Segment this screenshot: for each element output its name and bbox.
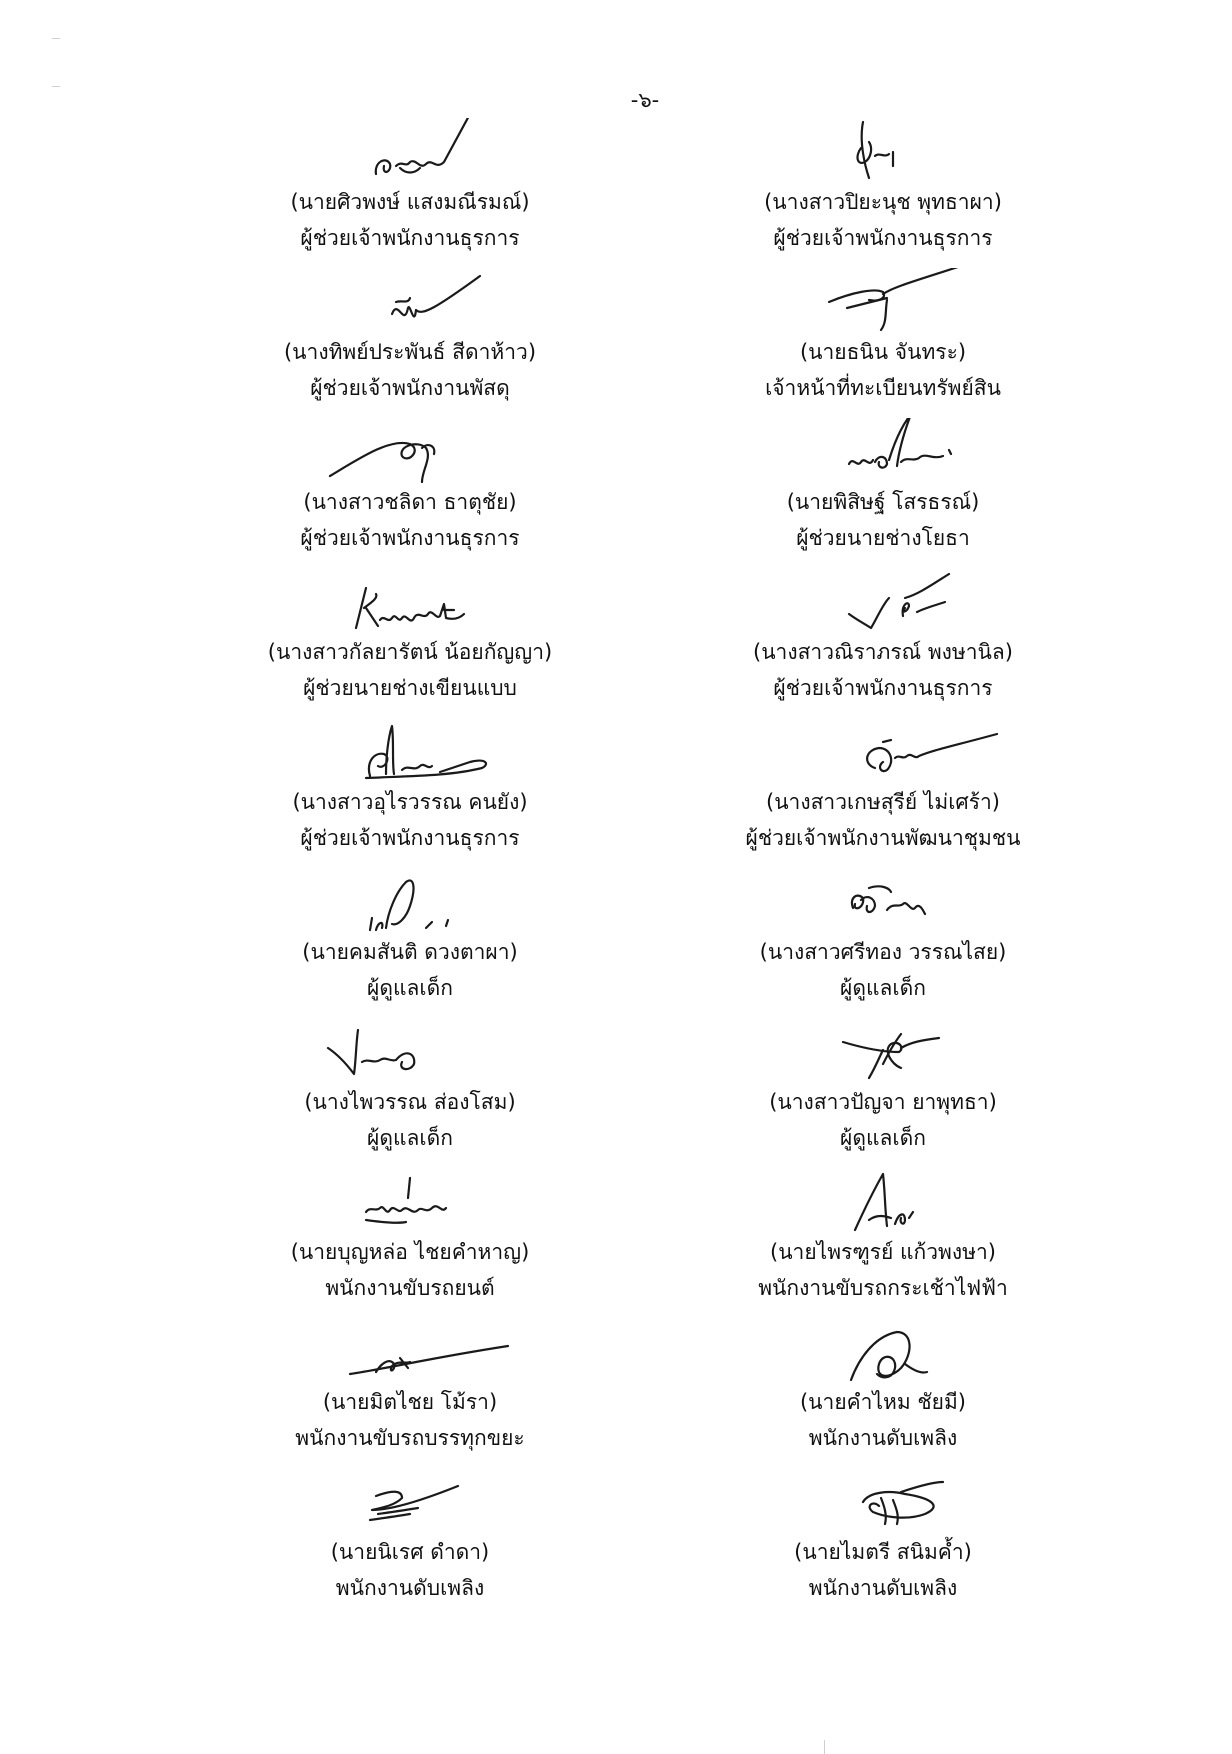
signatory-block [170, 568, 650, 718]
signatory-position: ผู้ดูแลเด็ก [840, 976, 926, 1000]
signatory-name: (นางสาวอุไรวรรณ คนยัง) [292, 790, 528, 814]
handwritten-signature [643, 418, 1123, 484]
signatory-block [643, 1018, 1123, 1168]
handwritten-signature [170, 718, 650, 784]
handwritten-signature [643, 1168, 1123, 1234]
handwritten-signature [643, 868, 1123, 934]
signatory-position: ผู้ช่วยเจ้าพนักงานพัสดุ [310, 376, 510, 400]
signatory-name: (นายคำไหม ชัยมี) [799, 1390, 966, 1414]
signatory-position: ผู้ช่วยนายช่างโยธา [796, 526, 970, 550]
handwritten-signature [643, 1468, 1123, 1534]
signatory-block [643, 718, 1123, 868]
handwritten-signature [643, 1318, 1123, 1384]
handwritten-signature [170, 568, 650, 634]
signatory-block [643, 118, 1123, 268]
page-number: -๖- [630, 88, 660, 112]
signatory-block [170, 118, 650, 268]
signatory-block [643, 1468, 1123, 1618]
signatory-block [643, 418, 1123, 568]
signatory-name: (นายไมตรี สนิมค้ำ) [794, 1540, 972, 1564]
signatory-name: (นายมิตไชย โม้รา) [322, 1390, 498, 1414]
signatory-name: (นายไพรฑูรย์ แก้วพงษา) [770, 1240, 996, 1264]
signatory-position: พนักงานขับรถยนต์ [325, 1276, 495, 1300]
signatory-name: (นายคมสันติ ดวงตาผา) [302, 940, 518, 964]
signatory-column-left [170, 118, 650, 1618]
handwritten-signature [170, 1318, 650, 1384]
handwritten-signature [643, 718, 1123, 784]
signatory-position: ผู้ดูแลเด็ก [367, 976, 453, 1000]
handwritten-signature [170, 1018, 650, 1084]
handwritten-signature [170, 1168, 650, 1234]
signatory-position: ผู้ช่วยเจ้าพนักงานธุรการ [300, 226, 520, 250]
signatory-name: (นางทิพย์ประพันธ์ สีดาห้าว) [283, 340, 537, 364]
signatory-position: ผู้ช่วยเจ้าพนักงานธุรการ [300, 826, 520, 850]
signatory-block [170, 1018, 650, 1168]
signatory-name: (นางสาวศรีทอง วรรณไสย) [759, 940, 1007, 964]
signatory-block [170, 1168, 650, 1318]
signatory-position: พนักงานขับรถบรรทุกขยะ [295, 1426, 525, 1450]
signatory-name: (นางไพวรรณ ส่องโสม) [304, 1090, 516, 1114]
signatory-name: (นายธนิน จันทระ) [799, 340, 967, 364]
signatory-position: ผู้ช่วยเจ้าพนักงานธุรการ [300, 526, 520, 550]
signatory-position: ผู้ช่วยเจ้าพนักงานธุรการ [773, 676, 993, 700]
signatory-position: ผู้ช่วยเจ้าพนักงานธุรการ [773, 226, 993, 250]
signatory-name: (นายพิสิษฐ์ โสรธรณ์) [786, 490, 980, 514]
signatory-position: เจ้าหน้าที่ทะเบียนทรัพย์สิน [765, 376, 1001, 400]
handwritten-signature [643, 268, 1123, 334]
handwritten-signature [643, 568, 1123, 634]
handwritten-signature [170, 268, 650, 334]
signatory-name: (นายนิเรศ ดำดา) [330, 1540, 490, 1564]
signatory-name: (นายบุญหล่อ ไชยคำหาญ) [290, 1240, 530, 1264]
signatory-block [643, 1168, 1123, 1318]
signatory-block [170, 1468, 650, 1618]
signatory-name: (นางสาวณิราภรณ์ พงษานิล) [753, 640, 1013, 664]
handwritten-signature [170, 418, 650, 484]
signatory-position: พนักงานดับเพลิง [808, 1426, 958, 1450]
signatory-name: (นางสาวกัลยารัตน์ น้อยกัญญา) [267, 640, 553, 664]
signatory-block [170, 418, 650, 568]
handwritten-signature [643, 1018, 1123, 1084]
signatory-name: (นายศิวพงษ์ แสงมณีรมณ์) [290, 190, 530, 214]
signatory-position: ผู้ดูแลเด็ก [840, 1126, 926, 1150]
signatory-position: ผู้ช่วยเจ้าพนักงานพัฒนาชุมชน [745, 826, 1021, 850]
signatory-position: ผู้ดูแลเด็ก [367, 1126, 453, 1150]
signatory-name: (นางสาวชลิดา ธาตุชัย) [303, 490, 517, 514]
handwritten-signature [170, 868, 650, 934]
signatory-name: (นางสาวปิยะนุช พุทธาผา) [764, 190, 1002, 214]
signatory-column-right [643, 118, 1123, 1618]
handwritten-signature [643, 118, 1123, 184]
signatory-position: พนักงานดับเพลิง [808, 1576, 958, 1600]
signatory-block [643, 1318, 1123, 1468]
signatory-name: (นางสาวเกษสุรีย์ ไม่เศร้า) [766, 790, 1000, 814]
signatory-position: พนักงานดับเพลิง [335, 1576, 485, 1600]
signatory-block [170, 1318, 650, 1468]
signatory-block [170, 868, 650, 1018]
signatory-block [643, 868, 1123, 1018]
signatory-position: พนักงานขับรถกระเช้าไฟฟ้า [758, 1276, 1008, 1300]
scan-mark-bottom [824, 1740, 825, 1754]
signatory-block [170, 268, 650, 418]
signatory-position: ผู้ช่วยนายช่างเขียนแบบ [303, 676, 517, 700]
scan-mark-top-left [52, 38, 60, 39]
signatory-block [643, 268, 1123, 418]
signatory-name: (นางสาวปัญจา ยาพุทธา) [769, 1090, 997, 1114]
signatory-block [643, 568, 1123, 718]
handwritten-signature [170, 1468, 650, 1534]
signatory-block [170, 718, 650, 868]
handwritten-signature [170, 118, 650, 184]
